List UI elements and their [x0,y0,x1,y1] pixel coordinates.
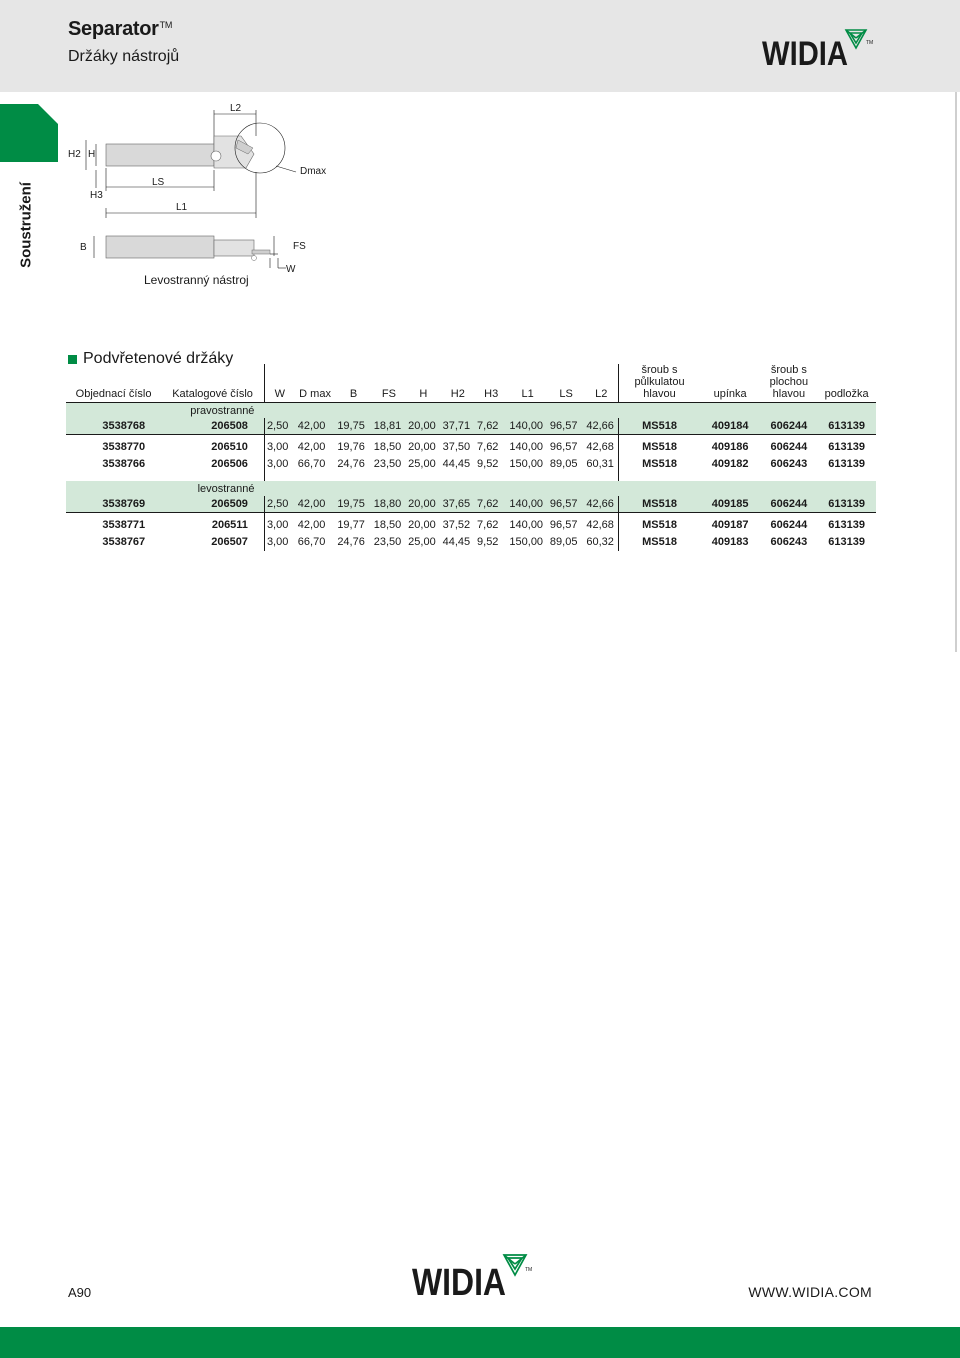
table-cell: 96,57 [549,441,578,453]
section-tab-label-text: Soustružení [17,182,35,268]
table-cell: 18,80 [372,496,406,513]
table-cell: 24,76 [337,458,365,470]
table-row [66,418,876,435]
page-edge-rule [955,92,957,652]
gap-cell [817,473,876,481]
col-header-screw-half-line1: šroub s [641,364,678,376]
table-row [66,534,876,551]
table-cell: 3,00 [264,439,294,456]
table-cell: 18,50 [373,519,402,531]
table-cell: 613139 [828,458,865,470]
table-cell: 606244 [761,418,818,435]
table-cell: 606243 [770,536,808,548]
table-cell: 409185 [700,496,761,513]
table-cell: 18,81 [372,418,406,435]
gap-cell [441,473,475,481]
table-cell: MS518 [619,418,700,435]
table-cell: 3538768 [66,418,161,435]
table-cell: 89,05 [549,458,578,470]
group-label-row [66,403,876,418]
col-header-clamp: upínka [700,364,761,403]
footer-widia-logo-graphic [412,1252,532,1298]
product-subtitle: Držáky nástrojů [68,48,180,65]
table-cell: 9,52 [477,458,499,470]
table-cell: 37,50 [442,441,471,453]
col-header-screw-half-line2: půlkulatou [634,376,685,388]
col-header-catalog-no: Katalogové číslo [161,364,264,403]
table-cell: 3538770 [102,441,146,453]
table-cell: 19,75 [335,418,371,435]
table-cell: 409186 [711,441,749,453]
tool-top-view [80,236,306,275]
dim-label-FS: FS [293,241,306,252]
table-body [66,403,876,551]
col-header-W: W [264,364,294,403]
col-header-FS: FS [372,364,406,403]
table-cell: 66,70 [297,536,326,548]
table-cell: 19,76 [337,441,365,453]
gap-cell [700,473,761,481]
dim-label-Dmax: Dmax [300,166,327,177]
group-label-fill [264,403,876,418]
table-cell: 2,50 [264,418,294,435]
table-cell: 613139 [817,418,876,435]
table-cell: 140,00 [507,496,548,513]
table-cell: 206510 [211,441,248,453]
table-cell: 206506 [211,458,248,470]
table-cell: 3,00 [264,517,294,534]
table-cell: 206511 [211,519,248,531]
col-header-H3: H3 [475,364,507,403]
table-cell: 409187 [711,519,749,531]
page-header [0,0,960,92]
table-cell: 42,68 [586,519,614,531]
gap-cell [548,473,584,481]
col-header-L2: L2 [584,364,618,403]
gap-cell [507,473,548,481]
group-label-row [66,481,876,496]
gap-cell [584,473,618,481]
table-cell: 60,31 [586,458,614,470]
col-header-L1: L1 [507,364,548,403]
table-cell: 409182 [711,458,749,470]
table-cell: 7,62 [477,519,499,531]
table-cell: 44,45 [442,536,471,548]
table-cell: 409184 [700,418,761,435]
table-cell: MS518 [619,439,700,456]
table-cell: MS518 [619,456,700,473]
dim-label-H2: H2 [68,149,81,160]
group-label-spacer [66,403,161,418]
table-cell: 3,00 [264,456,294,473]
table-cell: 9,52 [477,536,499,548]
table-cell: 150,00 [509,458,544,470]
table-cell: 140,00 [509,519,544,531]
table-cell: 96,57 [548,418,584,435]
table-cell: 42,00 [295,496,336,513]
website-url: WWW.WIDIA.COM [748,1284,872,1300]
table-cell: 206508 [161,418,264,435]
dim-label-B: B [80,242,87,253]
table-cell: 42,66 [584,418,618,435]
table-cell: 23,50 [373,536,402,548]
group-label: pravostranné [190,405,255,418]
table-cell: 7,62 [475,418,507,435]
group-label-spacer [66,481,161,496]
table-row [66,496,876,513]
col-header-screw-flat-line2: plochou [769,376,809,388]
table-cell: 3538771 [102,519,146,531]
gap-cell [619,473,700,481]
footer-widia-logo-text: WIDIA [412,1262,506,1298]
col-header-shim: podložka [817,364,876,403]
widia-logo-graphic [762,28,874,68]
page-number: A90 [68,1285,92,1300]
table-cell: 206507 [211,536,248,548]
table-cell: 613139 [828,519,865,531]
table-cell: 20,00 [406,496,440,513]
table-cell: 42,66 [584,496,618,513]
section-tab-marker [0,104,58,162]
product-title [68,18,172,41]
table-cell: 42,68 [586,441,614,453]
col-header-order-no: Objednací číslo [66,364,161,403]
table-cell: 20,00 [408,519,436,531]
table-cell: 140,00 [509,441,544,453]
section-tab-label [6,170,46,280]
table-cell: 89,05 [549,536,578,548]
table-cell: 37,65 [441,496,475,513]
footer-widia-triangle-icon [504,1255,526,1275]
table-cell: 206509 [161,496,264,513]
table-cell: 3538767 [102,536,146,548]
col-header-H2: H2 [441,364,475,403]
widia-logo-text: WIDIA [762,35,848,68]
dim-label-H: H [88,149,96,160]
table-cell: 613139 [828,441,865,453]
table-cell: 19,77 [337,519,365,531]
table-cell: 42,00 [297,441,326,453]
group-label: levostranné [197,483,255,495]
table-cell: 96,57 [549,519,578,531]
widia-logo [762,28,874,73]
table-cell: 606244 [770,441,808,453]
table-cell: 19,75 [335,496,371,513]
gap-cell [761,473,818,481]
table-cell: MS518 [619,517,700,534]
table-cell: 140,00 [507,418,548,435]
widia-logo-tm: TM [866,40,874,46]
table-cell: 44,45 [442,458,471,470]
col-header-screw-half [619,364,700,403]
table-cell: 2,50 [264,496,294,513]
col-header-B: B [335,364,371,403]
table-cell: 25,00 [408,458,436,470]
gap-cell [406,473,440,481]
col-header-screw-flat-line1: šroub s [770,364,807,376]
table-cell: 60,32 [586,536,614,548]
table-cell: 3538769 [66,496,161,513]
col-header-screw-half-line3: hlavou [643,388,676,400]
table-cell: 42,00 [295,418,336,435]
table-cell: 613139 [817,496,876,513]
table-cell: 37,71 [441,418,475,435]
footer-widia-logo-tm: TM [525,1267,532,1273]
table-cell: 3,00 [264,534,294,551]
table-cell: 37,52 [442,519,471,531]
square-bullet-icon [68,355,77,364]
col-header-Dmax: D max [295,364,336,403]
dim-label-H3: H3 [90,190,103,201]
holders-table [66,364,876,551]
table-cell: 606244 [761,496,818,513]
product-title-text: Separator [68,18,159,40]
table-cell: 613139 [828,536,865,548]
gap-cell [335,473,371,481]
tool-side-view [68,103,326,218]
col-header-screw-flat [761,364,818,403]
section-title-text: Podvřetenové držáky [83,350,234,367]
gap-cell [161,473,264,481]
table-row [66,456,876,473]
table-cell: 606243 [770,458,808,470]
table-cell: 96,57 [548,496,584,513]
gap-cell [372,473,406,481]
dim-label-L2: L2 [230,103,242,114]
table-cell: 409183 [711,536,749,548]
dim-label-W: W [286,264,296,275]
table-cell: 7,62 [477,441,499,453]
footer-widia-logo [412,1252,532,1303]
table-cell: MS518 [619,496,700,513]
dim-label-L1: L1 [176,202,188,213]
table-cell: 25,00 [408,536,436,548]
trademark-mark: TM [159,20,173,30]
table-cell: 3538766 [102,458,146,470]
table-cell: 20,00 [408,441,436,453]
col-header-screw-flat-line3: hlavou [772,388,806,400]
table-row [66,439,876,456]
widia-triangle-icon [846,30,866,48]
footer-bar [0,1327,960,1358]
col-header-LS: LS [548,364,584,403]
table-header-row [66,364,876,403]
gap-cell [475,473,507,481]
group-label-fill [264,481,876,496]
table-cell: 18,50 [373,441,402,453]
col-header-H: H [406,364,440,403]
dim-label-LS: LS [152,177,165,188]
table-row [66,517,876,534]
table-cell: 20,00 [406,418,440,435]
table-cell: 7,62 [475,496,507,513]
table-cell: 606244 [770,519,808,531]
group-gap [66,473,876,481]
table-cell: 23,50 [373,458,402,470]
table-cell: 24,76 [337,536,365,548]
tool-diagram [56,96,356,296]
gap-cell [264,473,294,481]
table-cell: MS518 [619,534,700,551]
table-cell: 42,00 [297,519,326,531]
gap-cell [295,473,336,481]
gap-cell [66,473,161,481]
table-cell: 66,70 [297,458,326,470]
diagram-caption: Levostranný nástroj [144,273,249,287]
table-cell: 150,00 [509,536,544,548]
